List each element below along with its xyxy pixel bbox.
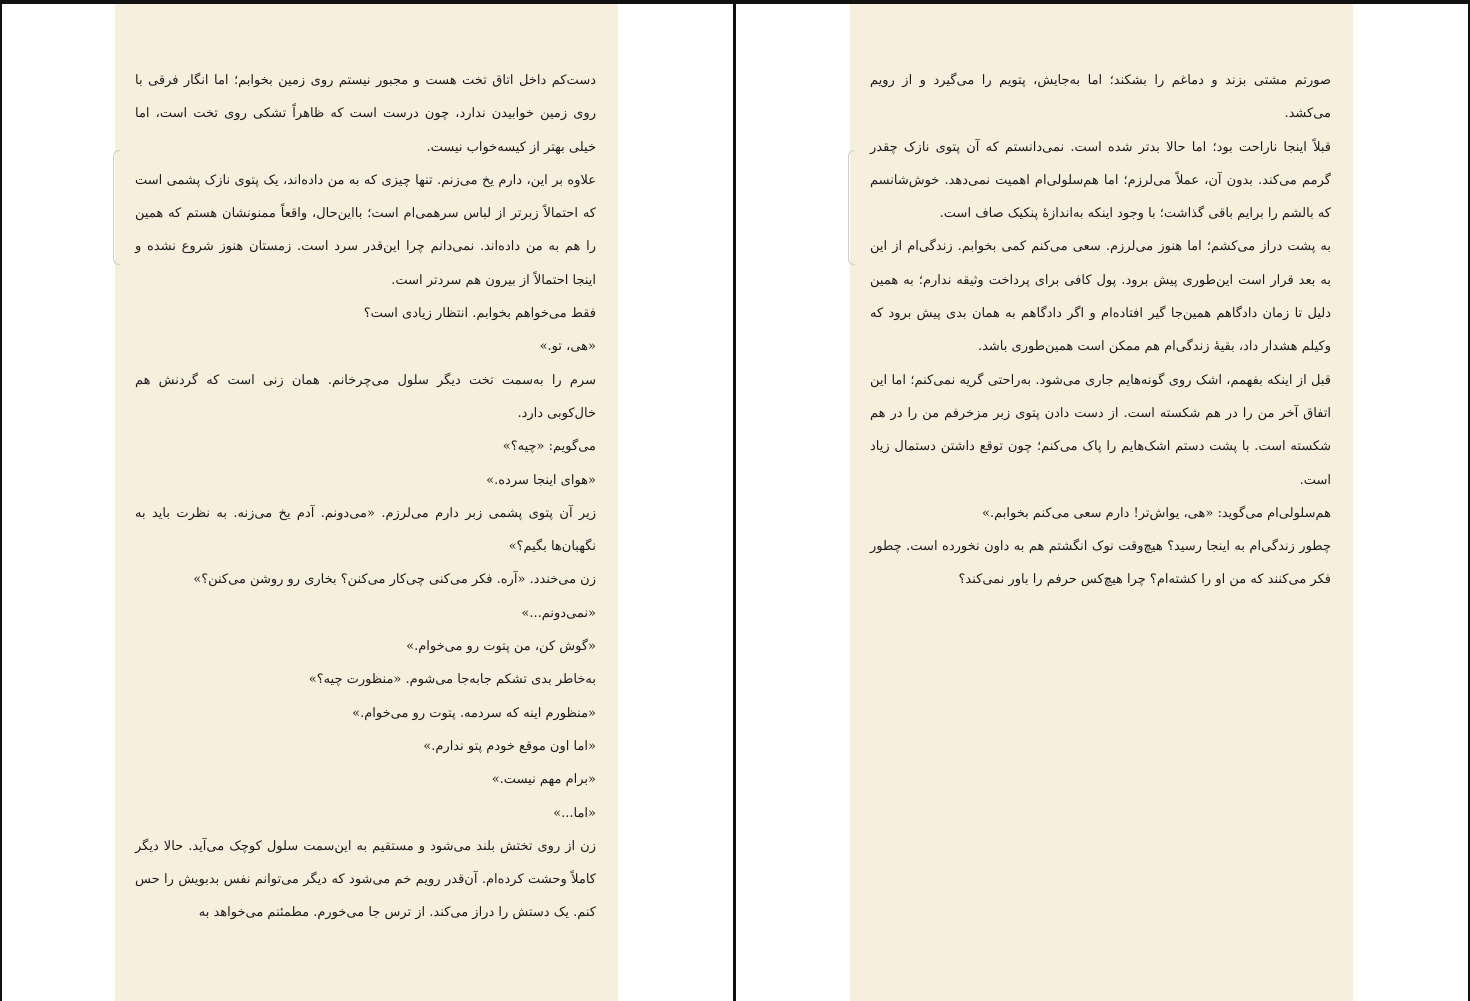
- left-frame-edge: [0, 0, 2, 1001]
- right-page[interactable]: [850, 4, 1353, 1001]
- paragraph: صورتم مشتی بزند و دماغم را بشکند؛ اما به‌جایش، پتویم را می‌گیرد و از رویم می‌کشد.: [870, 73, 1331, 122]
- right-page-edge-tab[interactable]: [848, 150, 855, 265]
- paragraph: دست‌کم داخل اتاق تخت هست و مجبور نیستم روی زمین بخوابم؛ اما انگار فرقی با روی زمین خوابیدن ندارد، چون درست است که ظاهراً تشکی روی تخت است، اما خیلی بهتر از کیسه‌خواب نیست.: [135, 73, 596, 155]
- paragraph: هم‌سلولی‌ام می‌گوید: «هی، یواش‌تر! دارم سعی می‌کنم بخوابم.»: [982, 505, 1331, 521]
- paragraph: زیر آن پتوی پشمی زبر دارم می‌لرزم. «می‌دونم. آدم یخ می‌زنه. به نظرت باید به نگهبان‌ها بگیم؟»: [135, 505, 596, 555]
- paragraph: علاوه بر این، دارم یخ می‌زنم. تنها چیزی که به من داده‌اند، یک پتوی نازک پشمی است که احتمالاً زبرتر از لباس سرهمی‌ام است؛ بااین‌حال، واقعاً ممنونشان هستم که همین را هم به من داده‌اند. نمی‌دانم چرا این‌قدر سرد است. زمستان هنوز شروع نشده و اینجا احتمالاً از بیرون هم سردتر است.: [135, 172, 596, 288]
- paragraph: «گوش کن، من پتوت رو می‌خوام.»: [406, 639, 596, 655]
- paragraph: قبل از اینکه بفهمم، اشک روی گونه‌هایم جاری می‌شود. به‌راحتی گریه نمی‌کنم؛ اما این اتفاق آخر من را در هم شکسته است. از دست دادن پتوی زبر مزخرفم من را در هم شکسته است. با پشت دستم اشک‌هایم را پاک می‌کنم؛ چون توقع داشتن دستمال زیاد است.: [870, 372, 1331, 488]
- paragraph: می‌گویم: «چیه؟»: [502, 439, 596, 455]
- right-page-text: [870, 64, 1331, 597]
- paragraph: زن می‌خندد. «آره. فکر می‌کنی چی‌کار می‌کنن؟ بخاری رو روشن می‌کنن؟»: [193, 572, 596, 588]
- left-page[interactable]: [115, 4, 618, 1001]
- paragraph: زن از روی تختش بلند می‌شود و مستقیم به این‌سمت سلول کوچک می‌آید. حالا دیگر کاملاً وحشت کرده‌ام. آن‌قدر رویم خم می‌شود که دیگر می‌توانم نفس بدبویش را حس کنم. یک دستش را دراز می‌کند. از ترس جا می‌خورم. مطمئنم می‌خواهد به: [135, 838, 596, 921]
- paragraph: «هی، تو.»: [539, 339, 596, 355]
- paragraph: به‌خاطر بدی تشکم جابه‌جا می‌شوم. «منظورت چیه؟»: [308, 672, 596, 688]
- paragraph: «اما اون موقع خودم پتو ندارم.»: [423, 738, 596, 754]
- paragraph: «اما...»: [553, 805, 596, 821]
- paragraph: «نمی‌دونم...»: [521, 605, 596, 621]
- paragraph: به پشت دراز می‌کشم؛ اما هنوز می‌لرزم. سعی می‌کنم کمی بخوابم. زندگی‌ام از این به بعد قرار است این‌طوری پیش برود. پول کافی برای پرداخت وثیقه ندارم؛ به همین دلیل تا زمان دادگاهم همین‌جا گیر افتاده‌ام و اگر دادگاهم به همان بدی پیش برود که وکیلم هشدار داد، بقیهٔ زندگی‌ام هم ممکن است همین‌طوری باشد.: [870, 239, 1331, 355]
- paragraph: قبلاً اینجا ناراحت بود؛ اما حالا بدتر شده است. نمی‌دانستم که آن پتوی نازک چقدر گرمم می‌کند. بدون آن، عملاً می‌لرزم؛ اما هم‌سلولی‌ام اهمیت نمی‌دهد. خوش‌شانسم که بالشم را برایم باقی گذاشت؛ با وجود اینکه به‌اندازهٔ پنکیک صاف است.: [870, 139, 1331, 222]
- paragraph: چطور زندگی‌ام به اینجا رسید؟ هیچ‌وقت نوک انگشتم هم به داون نخورده است. چطور فکر می‌کنند که من او را کشته‌ام؟ چرا هیچ‌کس حرفم را باور نمی‌کند؟: [870, 539, 1331, 588]
- left-page-text: [135, 64, 596, 930]
- left-page-edge-tab[interactable]: [113, 150, 120, 265]
- paragraph: «منظورم اینه که سردمه. پتوت رو می‌خوام.»: [352, 705, 596, 721]
- paragraph: «برام مهم نیست.»: [491, 772, 596, 788]
- paragraph: فقط می‌خواهم بخوابم. انتظار زیادی است؟: [363, 306, 596, 322]
- paragraph: سرم را به‌سمت تخت دیگر سلول می‌چرخانم. همان زنی است که گردنش هم خال‌کوبی دارد.: [135, 372, 596, 421]
- book-spine-divider: [733, 0, 736, 1001]
- paragraph: «هوای اینجا سرده.»: [486, 472, 596, 488]
